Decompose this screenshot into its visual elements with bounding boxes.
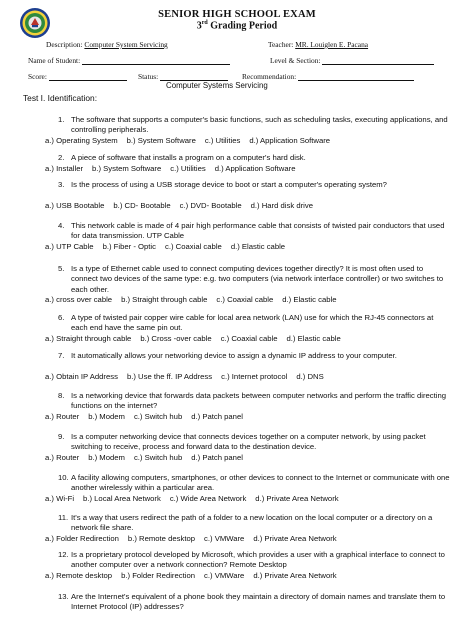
score-row [28,72,127,81]
answer-option[interactable]: b.) Use the ff. IP Address [126,372,213,382]
answer-option[interactable]: c.) Coaxial cable [164,242,222,252]
answer-option[interactable]: d.) Application Software [214,163,296,173]
answer-option[interactable]: b.) Cross -over cable [140,334,212,344]
teacher-value: MR. Louiglen E. Pacana [295,40,369,49]
answer-option[interactable]: b.) Folder Redirection [121,571,196,581]
answer-options [45,534,465,544]
level-section-field[interactable] [322,56,434,65]
description-row [46,40,168,49]
answer-options [45,295,465,305]
question-text: Is a type of Ethernet cable used to connect computing devices together directly? It is most often used to connect two devices of the same type: e.g. two computers (via network interface controller) or two switches to each other. [71,264,444,294]
answer-option[interactable]: d.) Application Software [249,136,331,146]
answer-option[interactable]: c.) Internet protocol [221,372,288,382]
question-number: 10. [58,473,69,482]
answer-option[interactable]: a.) Operating System [45,136,118,146]
level-section-label: Level & Section: [270,56,321,65]
answer-options [45,372,465,382]
answer-option[interactable]: a.) Folder Redirection [45,534,119,544]
answer-option[interactable]: b.) System Software [92,163,162,173]
question-number: 8. [58,391,65,400]
question-number: 12. [58,550,69,559]
answer-option[interactable]: b.) Fiber - Optic [102,242,156,252]
answer-option[interactable]: d.) Patch panel [191,453,243,463]
answer-option[interactable]: c.) Switch hub [133,453,183,463]
answer-option[interactable]: a.) Wi-Fi [45,494,75,504]
subject-line: Computer Systems Servicing [166,81,268,90]
answer-options [45,412,465,422]
answer-option[interactable]: b.) CD- Bootable [113,201,171,211]
question-number: 6. [58,313,65,322]
answer-option[interactable]: c.) Coaxial cable [216,295,274,305]
description-label: Description: [46,40,83,49]
answer-option[interactable]: d.) Elastic cable [282,295,337,305]
answer-option[interactable]: a.) Straight through cable [45,334,132,344]
question-number: 2. [58,153,65,162]
answer-option[interactable]: c.) VMWare [204,534,245,544]
student-name-field[interactable] [82,56,230,65]
answer-option[interactable]: c.) DVD- Bootable [179,201,242,211]
answer-option[interactable]: c.) Utilities [204,136,241,146]
period-suffix: rd [201,20,208,26]
answer-option[interactable]: d.) Elastic cable [286,334,341,344]
answer-option[interactable]: a.) UTP Cable [45,242,94,252]
answer-option[interactable]: b.) System Software [126,136,196,146]
answer-options [45,136,465,146]
answer-option[interactable]: d.) Elastic cable [230,242,286,252]
answer-option[interactable]: d.) DNS [296,372,324,382]
question-number: 3. [58,180,65,189]
test-title: Test I. Identification: [23,93,98,103]
question-number: 5. [58,264,65,273]
question-number: 4. [58,221,65,230]
question-text: Is the process of using a USB storage device to boot or start a computer's operating system? [71,180,387,189]
answer-option[interactable]: a.) cross over cable [45,295,113,305]
status-row [138,72,228,81]
student-name-label: Name of Student: [28,56,81,65]
question-number: 13. [58,592,69,601]
answer-option[interactable]: a.) USB Bootable [45,201,105,211]
question-text: It's a way that users redirect the path of a folder to a new location on the local computer or a directory on a network file share. [71,513,433,533]
question-text: The software that supports a computer's basic functions, such as scheduling tasks, executing applications, and controlling peripherals. [71,115,448,135]
answer-option[interactable]: b.) Local Area Network [83,494,161,504]
question-text: A type of twisted pair copper wire cable for local area network (LAN) use for which the RJ-45 connectors at each end have the same pin out. [71,313,434,333]
question-text: This network cable is made of 4 pair high performance cable that consists of twisted pair conductors that used for data transmission. UTP Cable [71,221,445,241]
answer-option[interactable]: a.) Router [45,412,80,422]
question-text: A piece of software that installs a program on a computer's hard disk. [71,153,306,162]
answer-option[interactable]: c.) Switch hub [133,412,183,422]
answer-option[interactable]: b.) Remote desktop [127,534,196,544]
teacher-row [268,40,368,49]
answer-option[interactable]: b.) Modem [88,453,125,463]
answer-options [45,334,465,344]
question-number: 1. [58,115,65,124]
question-text: Is a proprietary protocol developed by Microsoft, which provides a user with a graphical interface to connect to another computer over a network connection? Remote Desktop [71,550,445,570]
answer-options [45,201,465,211]
answer-option[interactable]: a.) Installer [45,163,84,173]
status-field[interactable] [160,72,228,81]
description-value: Computer System Servicing [84,40,168,49]
teacher-label: Teacher: [268,40,294,49]
question-number: 7. [58,351,65,360]
question-text: Is a networking device that forwards data packets between computer networks and perform the traffic directing functions on the internet? [71,391,447,411]
answer-option[interactable]: c.) Coaxial cable [220,334,278,344]
question-number: 9. [58,432,65,441]
question-text: It automatically allows your networking device to assign a dynamic IP address to your computer. [71,351,397,360]
grading-period [0,20,474,31]
answer-option[interactable]: c.) Wide Area Network [169,494,247,504]
recommendation-field[interactable] [298,72,414,81]
question-text: A facility allowing computers, smartphones, or other devices to connect to the Internet or communicate with one another wirelessly within a particular area. [71,473,450,493]
score-field[interactable] [49,72,127,81]
answer-options [45,164,465,174]
answer-option[interactable]: d.) Patch panel [191,412,243,422]
status-label: Status: [138,72,159,81]
answer-options [45,453,465,463]
answer-option[interactable]: a.) Obtain IP Address [45,372,118,382]
answer-option[interactable]: a.) Remote desktop [45,571,113,581]
question-text: Are the Internet's equivalent of a phone book they maintain a directory of domain names and translate them to Internet Protocol (IP) addresses? [71,592,446,612]
answer-options [45,242,465,252]
answer-option[interactable]: b.) Straight through cable [121,295,208,305]
answer-options [45,571,465,581]
question-number: 11. [58,513,69,522]
period-label: Grading Period [210,20,278,32]
answer-option[interactable]: d.) Private Area Network [253,571,337,581]
answer-option[interactable]: c.) Utilities [170,163,206,173]
answer-option[interactable]: d.) Private Area Network [255,494,339,504]
recommendation-label: Recommendation: [242,72,297,81]
answer-option[interactable]: d.) Private Area Network [253,534,337,544]
score-label: Score: [28,72,47,81]
period-number: 3 [196,20,202,32]
level-section-row [270,56,434,65]
exam-title: SENIOR HIGH SCHOOL EXAM [158,9,316,20]
answer-option[interactable]: d.) Hard disk drive [250,201,313,211]
answer-option[interactable]: a.) Router [45,453,80,463]
answer-option[interactable]: b.) Modem [88,412,125,422]
answer-options [45,494,465,504]
student-name-row [28,56,230,65]
recommendation-row [242,72,414,81]
answer-option[interactable]: c.) VMWare [204,571,245,581]
question-text: Is a computer networking device that connects devices together on a computer network, by using packet switching to receive, process and forward data to the destination device. [71,432,426,452]
